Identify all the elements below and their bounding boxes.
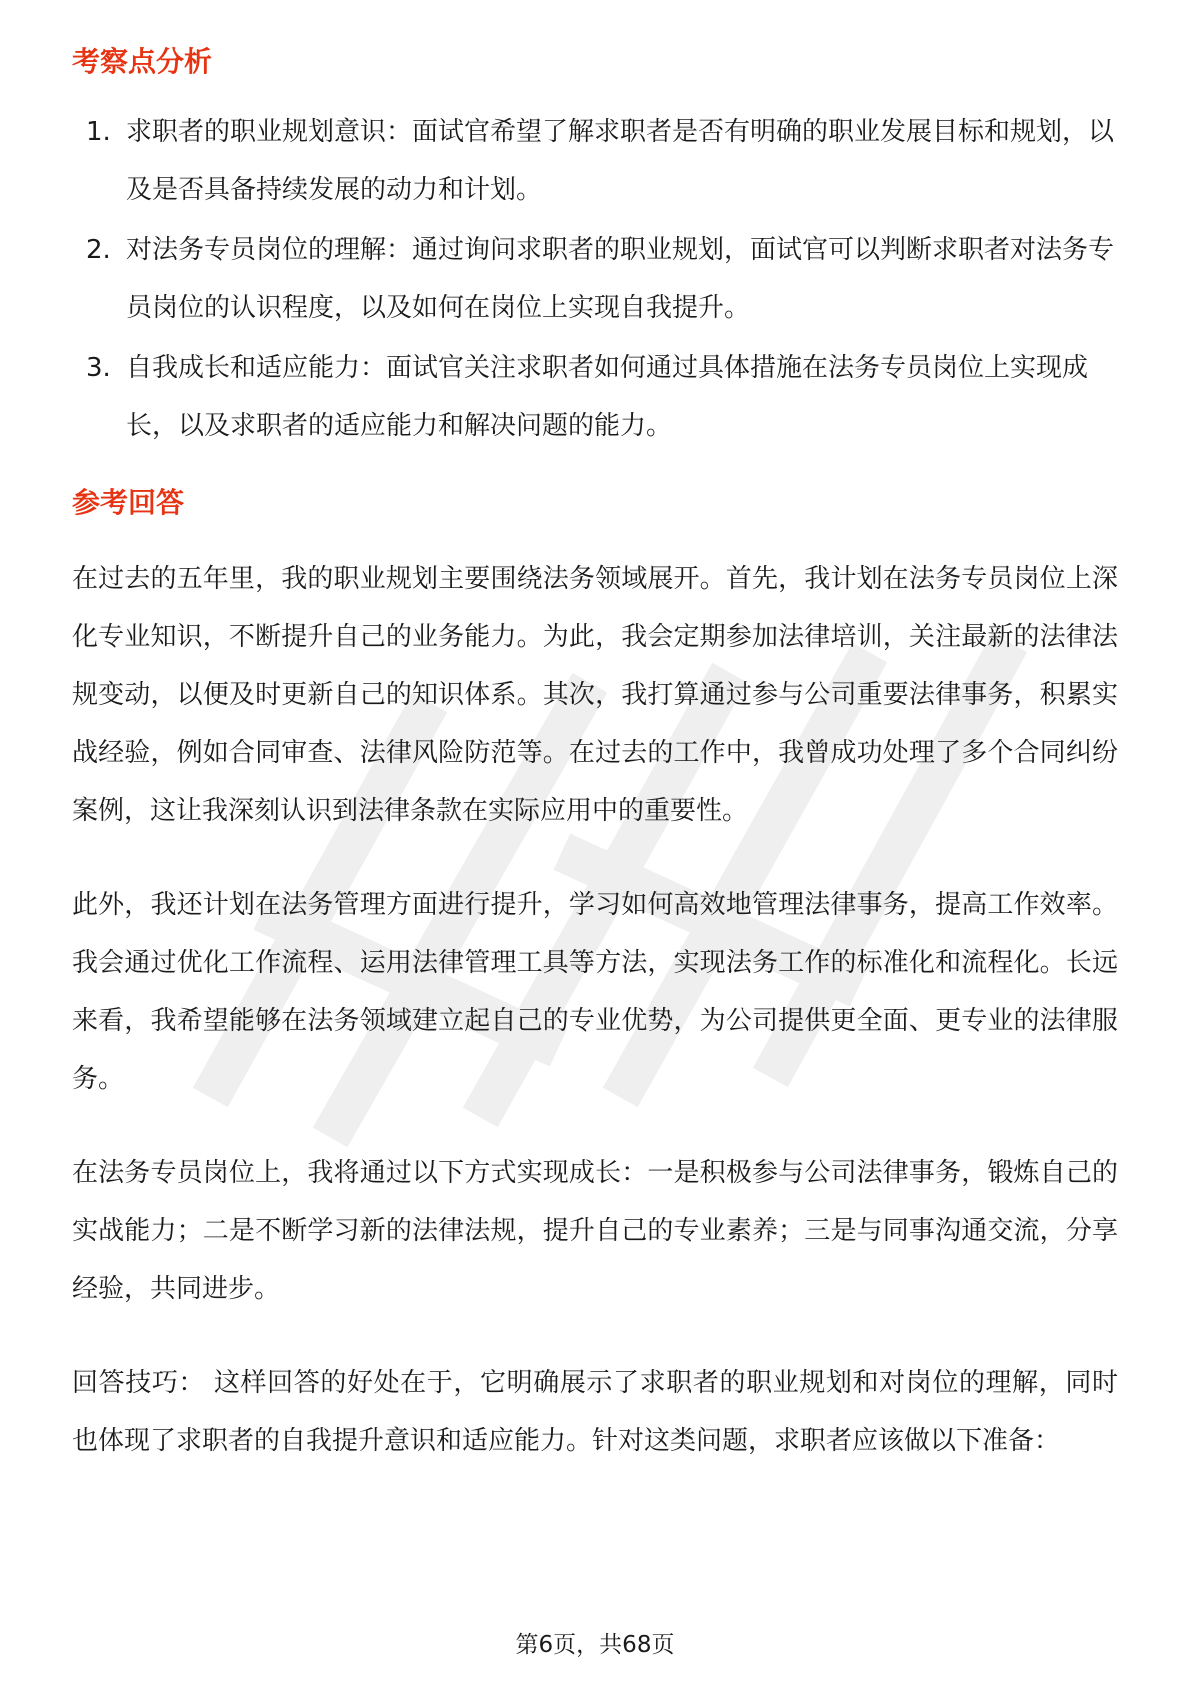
page-number-footer: 第6页，共68页	[515, 1632, 675, 1658]
list-item-text: 自我成长和适应能力：面试官关注求职者如何通过具体措施在法务专员岗位上实现成长，以及求职者的适应能力和解决问题的能力。	[126, 353, 1089, 442]
list-item	[72, 339, 1118, 455]
list-item-number: 1.	[86, 117, 111, 148]
answer-paragraph: 此外，我还计划在法务管理方面进行提升，学习如何高效地管理法律事务，提高工作效率。我会通过优化工作流程、运用法律管理工具等方法，实现法务工作的标准化和流程化。长远来看，我希望能够在法务领域建立起自己的专业优势，为公司提供更全面、更专业的法律服务。	[72, 890, 1118, 1095]
answer-paragraph: 在法务专员岗位上，我将通过以下方式实现成长：一是积极参与公司法律事务，锻炼自己的实战能力；二是不断学习新的法律法规，提升自己的专业素养；三是与同事沟通交流，分享经验，共同进步。	[72, 1158, 1118, 1305]
list-item	[72, 103, 1118, 219]
analysis-list	[72, 103, 1118, 455]
analysis-heading: 考察点分析	[72, 45, 213, 78]
list-item-text: 对法务专员岗位的理解：通过询问求职者的职业规划，面试官可以判断求职者对法务专员岗位的认识程度，以及如何在岗位上实现自我提升。	[126, 235, 1115, 324]
answer-body	[72, 550, 1118, 1470]
answer-tips-paragraph: 回答技巧： 这样回答的好处在于，它明确展示了求职者的职业规划和对岗位的理解，同时也体现了求职者的自我提升意识和适应能力。针对这类问题，求职者应该做以下准备：	[72, 1368, 1118, 1457]
document-page	[72, 42, 1118, 1470]
answer-heading: 参考回答	[72, 486, 185, 520]
answer-paragraph: 在过去的五年里，我的职业规划主要围绕法务领域展开。首先，我计划在法务专员岗位上深化专业知识，不断提升自己的业务能力。为此，我会定期参加法律培训，关注最新的法律法规变动，以便及时更新自己的知识体系。其次，我打算通过参与公司重要法律事务，积累实战经验，例如合同审查、法律风险防范等。在过去的工作中，我曾成功处理了多个合同纠纷案例，这让我深刻认识到法律条款在实际应用中的重要性。	[72, 564, 1118, 827]
list-item	[72, 221, 1118, 337]
list-item-text: 求职者的职业规划意识：面试官希望了解求职者是否有明确的职业发展目标和规划，以及是否具备持续发展的动力和计划。	[126, 117, 1115, 206]
list-item-number: 2.	[86, 235, 111, 266]
list-item-number: 3.	[86, 353, 111, 384]
